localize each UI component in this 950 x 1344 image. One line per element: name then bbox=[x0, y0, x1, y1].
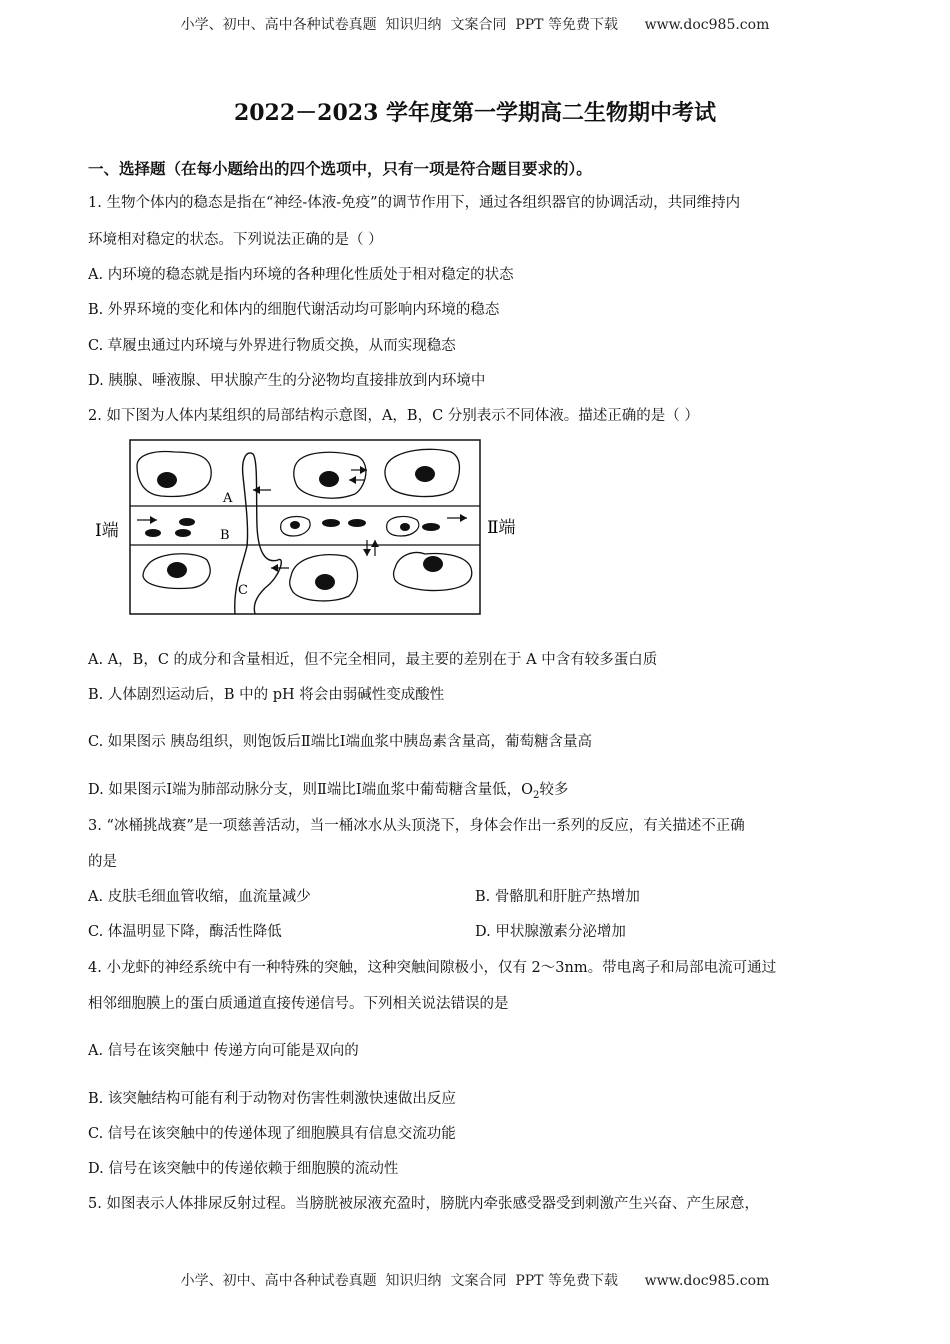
fluid-label-b: B bbox=[220, 528, 230, 543]
q3-option-c: C. 体温明显下降，酶活性降低 bbox=[88, 924, 282, 940]
page-header: 小学、初中、高中各种试卷真题 知识归纳 文案合同 PPT 等免费下载 www.doc985.com bbox=[180, 17, 770, 33]
q2-option-d-suffix: 较多 bbox=[539, 782, 569, 798]
fluid-label-c: C bbox=[238, 583, 248, 598]
fluid-label-a: A bbox=[223, 491, 233, 506]
tissue-structure-figure bbox=[95, 436, 535, 620]
q2-option-b: B. 人体剧烈运动后，B 中的 pH 将会由弱碱性变成酸性 bbox=[88, 687, 445, 703]
q1-option-b: B. 外界环境的变化和体内的细胞代谢活动均可影响内环境的稳态 bbox=[88, 302, 500, 318]
q4-option-d: D. 信号在该突触中的传递依赖于细胞膜的流动性 bbox=[88, 1161, 399, 1177]
q4-stem-line2: 相邻细胞膜上的蛋白质通道直接传递信号。下列相关说法错误的是 bbox=[88, 996, 509, 1012]
exam-title: 2022－2023 学年度第一学期高二生物期中考试 bbox=[233, 100, 717, 126]
q1-stem-line2: 环境相对稳定的状态。下列说法正确的是（ ） bbox=[88, 232, 383, 248]
q4-stem-line1: 4. 小龙虾的神经系统中有一种特殊的突触，这种突触间隙极小，仅有 2～3nm。带电离子和局部电流可通过 bbox=[88, 960, 777, 976]
q3-stem-line2: 的是 bbox=[88, 854, 117, 870]
q4-option-c: C. 信号在该突触中的传递体现了细胞膜具有信息交流功能 bbox=[88, 1126, 456, 1142]
q2-option-d-subscript: 2 bbox=[533, 789, 540, 801]
section-heading: 一、选择题（在每小题给出的四个选项中，只有一项是符合题目要求的）。 bbox=[88, 159, 592, 178]
q2-option-c: C. 如果图示 胰岛组织，则饱饭后Ⅱ端比Ⅰ端血浆中胰岛素含量高，葡萄糖含量高 bbox=[88, 734, 592, 750]
q1-option-a: A. 内环境的稳态就是指内环境的各种理化性质处于相对稳定的状态 bbox=[88, 267, 514, 283]
q2-option-a: A. A，B，C 的成分和含量相近，但不完全相同，最主要的差别在于 A 中含有较多蛋白质 bbox=[88, 652, 658, 668]
q3-option-a: A. 皮肤毛细血管收缩，血流量减少 bbox=[88, 889, 311, 905]
q4-option-b: B. 该突触结构可能有利于动物对伤害性刺激快速做出反应 bbox=[88, 1091, 456, 1107]
q4-option-a: A. 信号在该突触中 传递方向可能是双向的 bbox=[88, 1043, 359, 1059]
q2-option-d bbox=[88, 778, 568, 801]
q1-option-d: D. 胰腺、唾液腺、甲状腺产生的分泌物均直接排放到内环境中 bbox=[88, 373, 486, 389]
q1-stem-line1: 1. 生物个体内的稳态是指在“神经-体液-免疫”的调节作用下，通过各组织器官的协调活动，共同维持内 bbox=[88, 195, 741, 211]
q2-option-d-text: D. 如果图示Ⅰ端为肺部动脉分支，则Ⅱ端比Ⅰ端血浆中葡萄糖含量低，O bbox=[88, 782, 534, 798]
q2-stem: 2. 如下图为人体内某组织的局部结构示意图，A，B，C 分别表示不同体液。描述正确的是（ ） bbox=[88, 408, 699, 424]
q3-option-d: D. 甲状腺激素分泌增加 bbox=[475, 924, 626, 940]
q5-stem-line1: 5. 如图表示人体排尿反射过程。当膀胱被尿液充盈时，膀胱内牵张感受器受到刺激产生兴奋、产生尿意， bbox=[88, 1196, 759, 1212]
q1-option-c: C. 草履虫通过内环境与外界进行物质交换，从而实现稳态 bbox=[88, 338, 456, 354]
page-footer: 小学、初中、高中各种试卷真题 知识归纳 文案合同 PPT 等免费下载 www.doc985.com bbox=[180, 1273, 770, 1289]
q3-option-b: B. 骨骼肌和肝脏产热增加 bbox=[475, 889, 640, 905]
end-label-left: Ⅰ端 bbox=[95, 521, 119, 541]
end-label-right: Ⅱ端 bbox=[487, 518, 516, 538]
q3-stem-line1: 3. “冰桶挑战赛”是一项慈善活动，当一桶冰水从头顶浇下，身体会作出一系列的反应，有关描述不正确 bbox=[88, 818, 745, 834]
